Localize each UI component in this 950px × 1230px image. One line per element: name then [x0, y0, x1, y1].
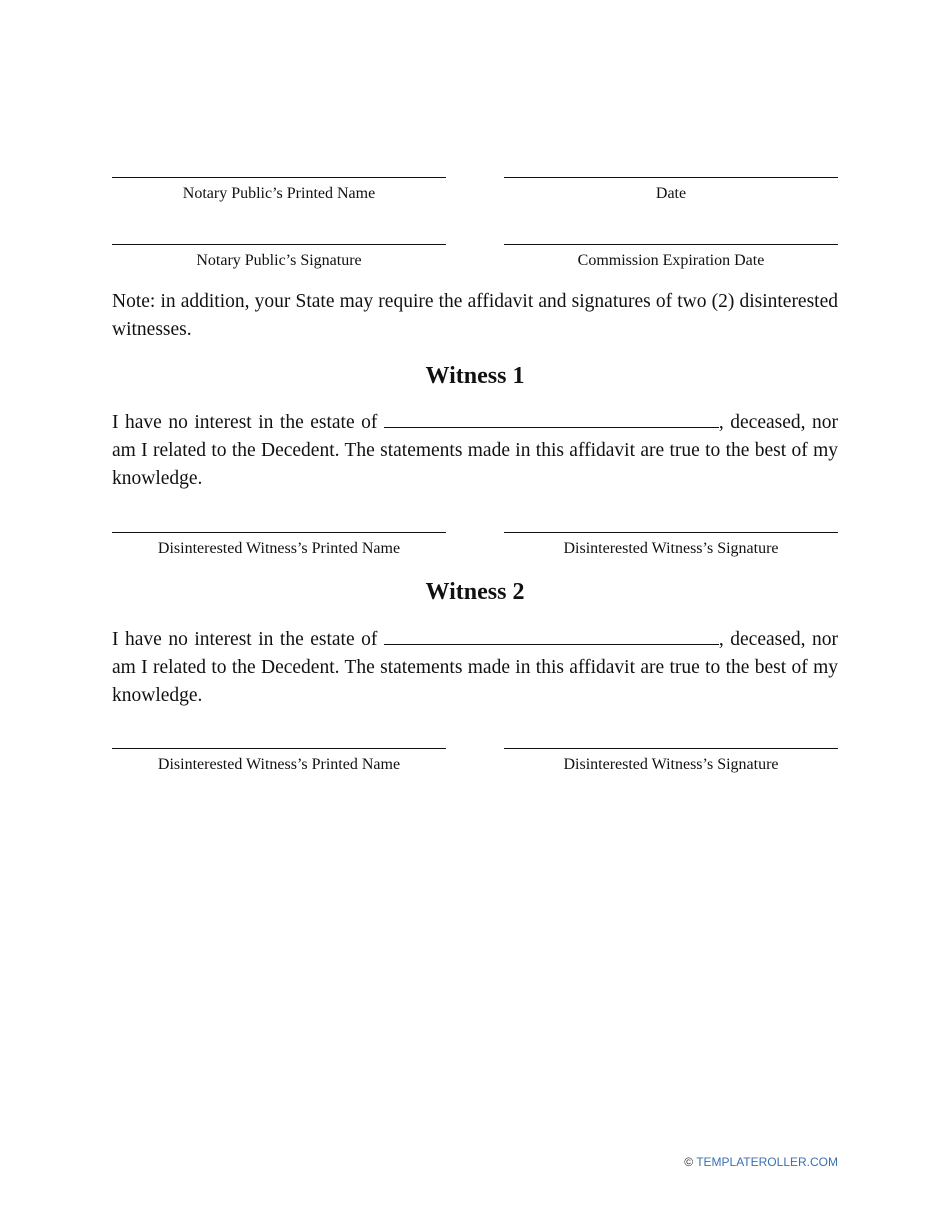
witness-2-printed-name-block [112, 748, 446, 774]
witness-1-signature-row [112, 532, 838, 572]
witness-2-text-before: I have no interest in the estate of [112, 629, 384, 650]
witness-2-printed-name-label: Disinterested Witness’s Printed Name [157, 756, 401, 773]
notary-printed-name-line[interactable] [112, 177, 446, 178]
note-paragraph: Note: in addition, your State may require the affidavit and signatures of two (2) disinterested witnesses. [112, 291, 838, 340]
witness-2-printed-name-line[interactable] [112, 748, 446, 749]
witness-1-printed-name-line[interactable] [112, 532, 446, 533]
witness-1-text-before: I have no interest in the estate of [112, 412, 384, 433]
notary-row-2 [112, 244, 838, 284]
witness-1-decedent-name-blank[interactable] [384, 410, 719, 428]
witness-1-printed-name-label: Disinterested Witness’s Printed Name [157, 540, 401, 557]
footer-site-link[interactable]: TEMPLATEROLLER.COM [696, 1155, 838, 1169]
witness-1-heading: Witness 1 [425, 363, 525, 389]
notary-commission-line[interactable] [504, 244, 838, 245]
witness-1-signature-label: Disinterested Witness’s Signature [563, 540, 779, 557]
witness-2-signature-block [504, 748, 838, 774]
witness-2-signature-line[interactable] [504, 748, 838, 749]
witness-1-signature-line[interactable] [504, 532, 838, 533]
witness-2-statement [112, 626, 838, 710]
notary-signature-line[interactable] [112, 244, 446, 245]
witness-1-text-after: , deceased, nor am I related to the Decedent. The statements made in this affidavit are true to the best of my knowledge. [112, 412, 838, 489]
notary-signature-label: Notary Public’s Signature [196, 252, 362, 269]
witness-2-signature-row [112, 748, 838, 788]
notary-signature-block [112, 244, 446, 270]
notary-date-label: Date [655, 185, 687, 202]
notary-date-block [504, 177, 838, 203]
witness-2-signature-label: Disinterested Witness’s Signature [563, 756, 779, 773]
witness-1-statement [112, 409, 838, 493]
notary-commission-label: Commission Expiration Date [577, 252, 765, 269]
witness-1-signature-block [504, 532, 838, 558]
witness-2-decedent-name-blank[interactable] [384, 627, 719, 645]
footer-credit [684, 1155, 838, 1169]
witness-2-heading: Witness 2 [425, 579, 525, 605]
notary-printed-name-label: Notary Public’s Printed Name [182, 185, 376, 202]
notary-commission-block [504, 244, 838, 270]
notary-date-line[interactable] [504, 177, 838, 178]
witness-2-text-after: , deceased, nor am I related to the Decedent. The statements made in this affidavit are true to the best of my knowledge. [112, 629, 838, 706]
copyright-symbol: © [684, 1155, 694, 1169]
notary-row-1 [112, 177, 838, 217]
witness-1-printed-name-block [112, 532, 446, 558]
notary-printed-name-block [112, 177, 446, 203]
